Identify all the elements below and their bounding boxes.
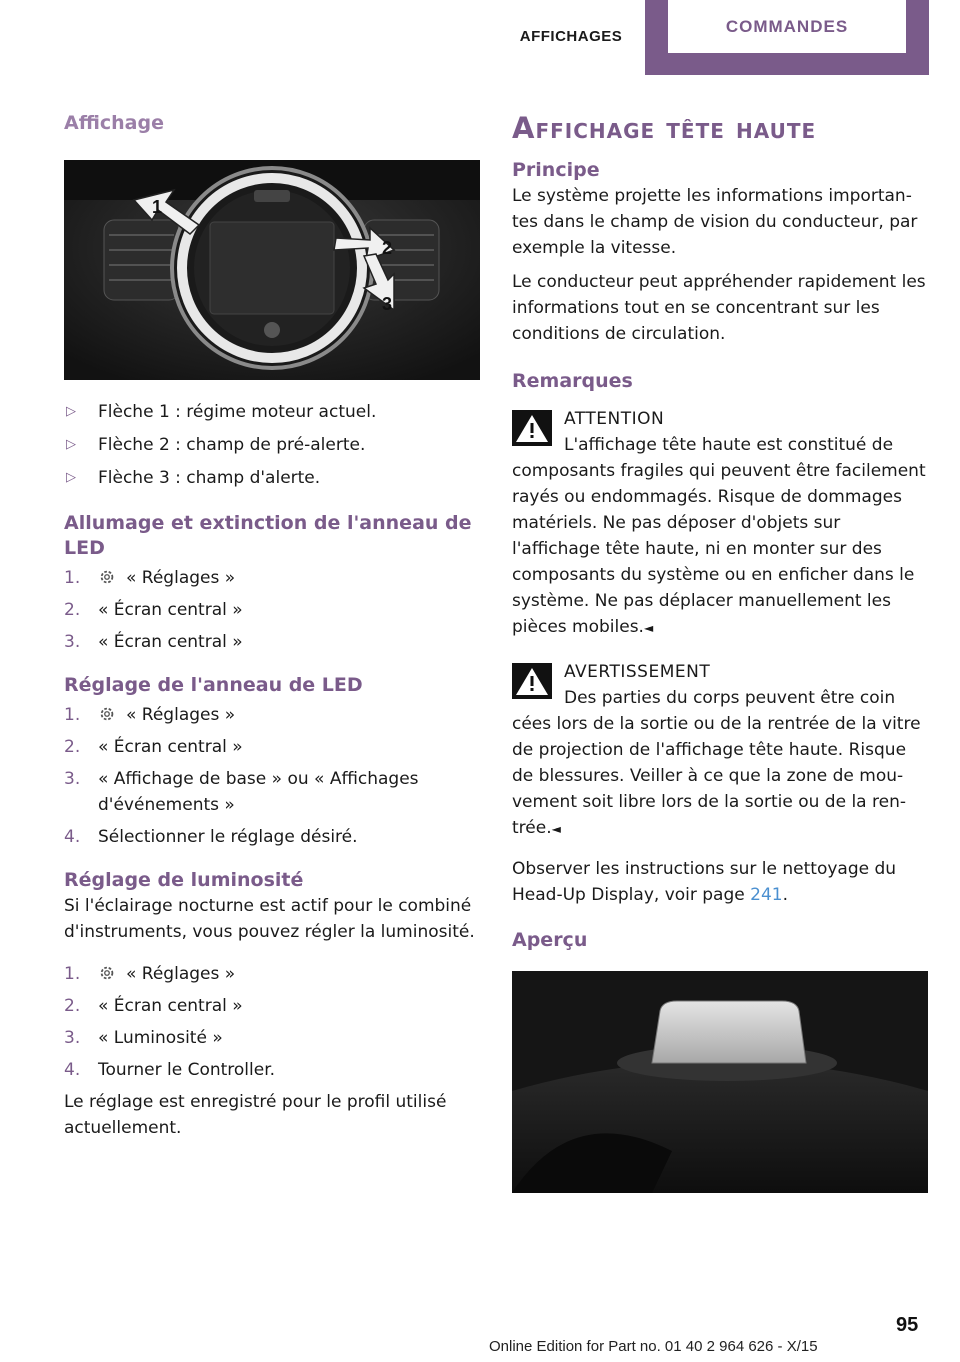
step-number: 4. bbox=[64, 1060, 81, 1080]
warning-text-rest: cées lors de la sortie ou de la rentrée de la vitre de projection de l'affichage tête haute. Risque de blessures. Veiller à ce que la zone de mouvement soit libre lors de la sortie ou de la rentrée. bbox=[512, 714, 921, 838]
warning-text-rest: composants fragiles qui peuvent être facilement rayés ou endommagés. Risque de dommages matériels. Ne pas déposer d'objets sur l'affichage tête haute, ni en monter sur des composants du système ou en enficher dans le système. Ne pas déplacer manuellement les pièces mobiles. bbox=[512, 461, 926, 637]
step-text: « Réglages » bbox=[126, 964, 236, 984]
observe-end: . bbox=[782, 885, 788, 905]
footer-edition: Online Edition for Part no. 01 40 2 964 626 - X/15 bbox=[489, 1338, 818, 1355]
triangle-bullet-icon: ▷ bbox=[66, 437, 76, 452]
observe-text: Observer les instructions sur le nettoyage du Head-Up Display, voir page bbox=[512, 859, 897, 905]
step-text: Tourner le Controller. bbox=[98, 1060, 276, 1080]
triangle-bullet-icon: ▷ bbox=[66, 470, 76, 485]
step-number: 3. bbox=[64, 632, 81, 652]
step-number: 1. bbox=[64, 705, 81, 725]
photo-label-1: 1 bbox=[152, 197, 163, 217]
list-item bbox=[64, 702, 484, 728]
warning-avertissement bbox=[512, 659, 928, 842]
steps-led-onoff bbox=[64, 565, 484, 655]
list-item bbox=[64, 1057, 484, 1083]
end-mark: ◄ bbox=[551, 822, 561, 836]
step-number: 3. bbox=[64, 769, 81, 789]
brightness-outro: Le réglage est enregistré pour le profil utilisé actuellement. bbox=[64, 1092, 447, 1138]
list-item bbox=[64, 1025, 484, 1051]
step-text: « Luminosité » bbox=[98, 1028, 223, 1048]
list-item bbox=[64, 597, 484, 623]
tab-commandes[interactable] bbox=[668, 0, 906, 53]
bullet-text: Flèche 1 : régime moteur actuel. bbox=[98, 402, 377, 422]
warning-attention bbox=[512, 406, 928, 641]
brightness-intro: Si l'éclairage nocturne est actif pour le combiné d'instruments, vous pouvez régler la luminosité. bbox=[64, 896, 475, 942]
instrument-cluster-illustration bbox=[64, 160, 480, 380]
heading-principle: Principe bbox=[512, 159, 600, 181]
step-number: 2. bbox=[64, 600, 81, 620]
steps-brightness bbox=[64, 961, 484, 1083]
hud-photo bbox=[512, 971, 928, 1193]
step-text: « Écran central » bbox=[98, 600, 243, 620]
page-title-hud: Affichage tête haute bbox=[512, 111, 817, 145]
step-text: Sélectionner le réglage désiré. bbox=[98, 827, 358, 847]
warning-triangle-icon bbox=[512, 410, 552, 446]
heading-brightness: Réglage de luminosité bbox=[64, 869, 304, 891]
left-column bbox=[64, 100, 484, 1141]
gear-icon bbox=[98, 705, 116, 723]
bullet-text: Flèche 2 : champ de pré-alerte. bbox=[98, 435, 366, 455]
section-title-affichage: Affichage bbox=[64, 112, 164, 134]
list-item bbox=[64, 734, 484, 760]
tab-affichages-label: AFFICHAGES bbox=[519, 28, 623, 45]
list-item bbox=[64, 431, 484, 458]
step-number: 4. bbox=[64, 827, 81, 847]
observe-paragraph bbox=[512, 856, 928, 908]
photo-label-2: 2 bbox=[382, 238, 393, 258]
warning-title: ATTENTION bbox=[564, 409, 665, 429]
warning-triangle-icon bbox=[512, 663, 552, 699]
list-item bbox=[64, 398, 484, 425]
heading-overview: Aperçu bbox=[512, 929, 588, 951]
page-number: 95 bbox=[896, 1314, 919, 1336]
step-number: 3. bbox=[64, 1028, 81, 1048]
list-item bbox=[64, 629, 484, 655]
gear-icon bbox=[98, 568, 116, 586]
page-link-241[interactable]: 241 bbox=[750, 885, 783, 905]
heading-remarks: Remarques bbox=[512, 370, 633, 392]
tab-affichages[interactable] bbox=[497, 0, 645, 75]
warning-title: AVERTISSEMENT bbox=[564, 662, 711, 682]
warning-text bbox=[512, 711, 928, 842]
step-number: 1. bbox=[64, 964, 81, 984]
list-item bbox=[64, 565, 484, 591]
step-text: « Écran central » bbox=[98, 632, 243, 652]
list-item bbox=[64, 961, 484, 987]
step-text: « Affichage de base » ou « Affichages d'événements » bbox=[98, 769, 419, 815]
step-number: 1. bbox=[64, 568, 81, 588]
step-text: « Réglages » bbox=[126, 568, 236, 588]
triangle-bullet-icon: ▷ bbox=[66, 404, 76, 419]
heading-led-onoff: Allumage et extinction de l'anneau de LED bbox=[64, 512, 472, 559]
instrument-cluster-photo bbox=[64, 160, 480, 380]
right-column bbox=[512, 100, 928, 1193]
gear-icon bbox=[98, 964, 116, 982]
tab-commandes-label: COMMANDES bbox=[725, 16, 849, 36]
step-text: « Écran central » bbox=[98, 737, 243, 757]
step-number: 2. bbox=[64, 737, 81, 757]
principle-paragraph-2: Le conducteur peut appréhender rapidement les informations tout en se concentrant sur les conditions de circulation. bbox=[512, 272, 926, 344]
principle-paragraph-1: Le système projette les informations importantes dans le champ de vision du conducteur, par exemple la vitesse. bbox=[512, 186, 918, 258]
warning-text-first: L'affichage tête haute est constitué de bbox=[564, 435, 894, 455]
step-number: 2. bbox=[64, 996, 81, 1016]
heading-led-setting: Réglage de l'anneau de LED bbox=[64, 674, 363, 696]
end-mark: ◄ bbox=[643, 621, 654, 635]
bullet-text: Flèche 3 : champ d'alerte. bbox=[98, 468, 321, 488]
head-up-display-illustration bbox=[512, 971, 928, 1193]
list-item bbox=[64, 824, 484, 850]
step-text: « Réglages » bbox=[126, 705, 236, 725]
warning-text-first: Des parties du corps peuvent être coin bbox=[564, 688, 896, 708]
list-item bbox=[64, 993, 484, 1019]
photo-label-3: 3 bbox=[382, 294, 393, 314]
list-item bbox=[64, 464, 484, 491]
step-text: « Écran central » bbox=[98, 996, 243, 1016]
list-item bbox=[64, 766, 484, 818]
warning-text bbox=[512, 458, 928, 641]
steps-led-setting bbox=[64, 702, 484, 850]
arrow-descriptions bbox=[64, 398, 484, 491]
